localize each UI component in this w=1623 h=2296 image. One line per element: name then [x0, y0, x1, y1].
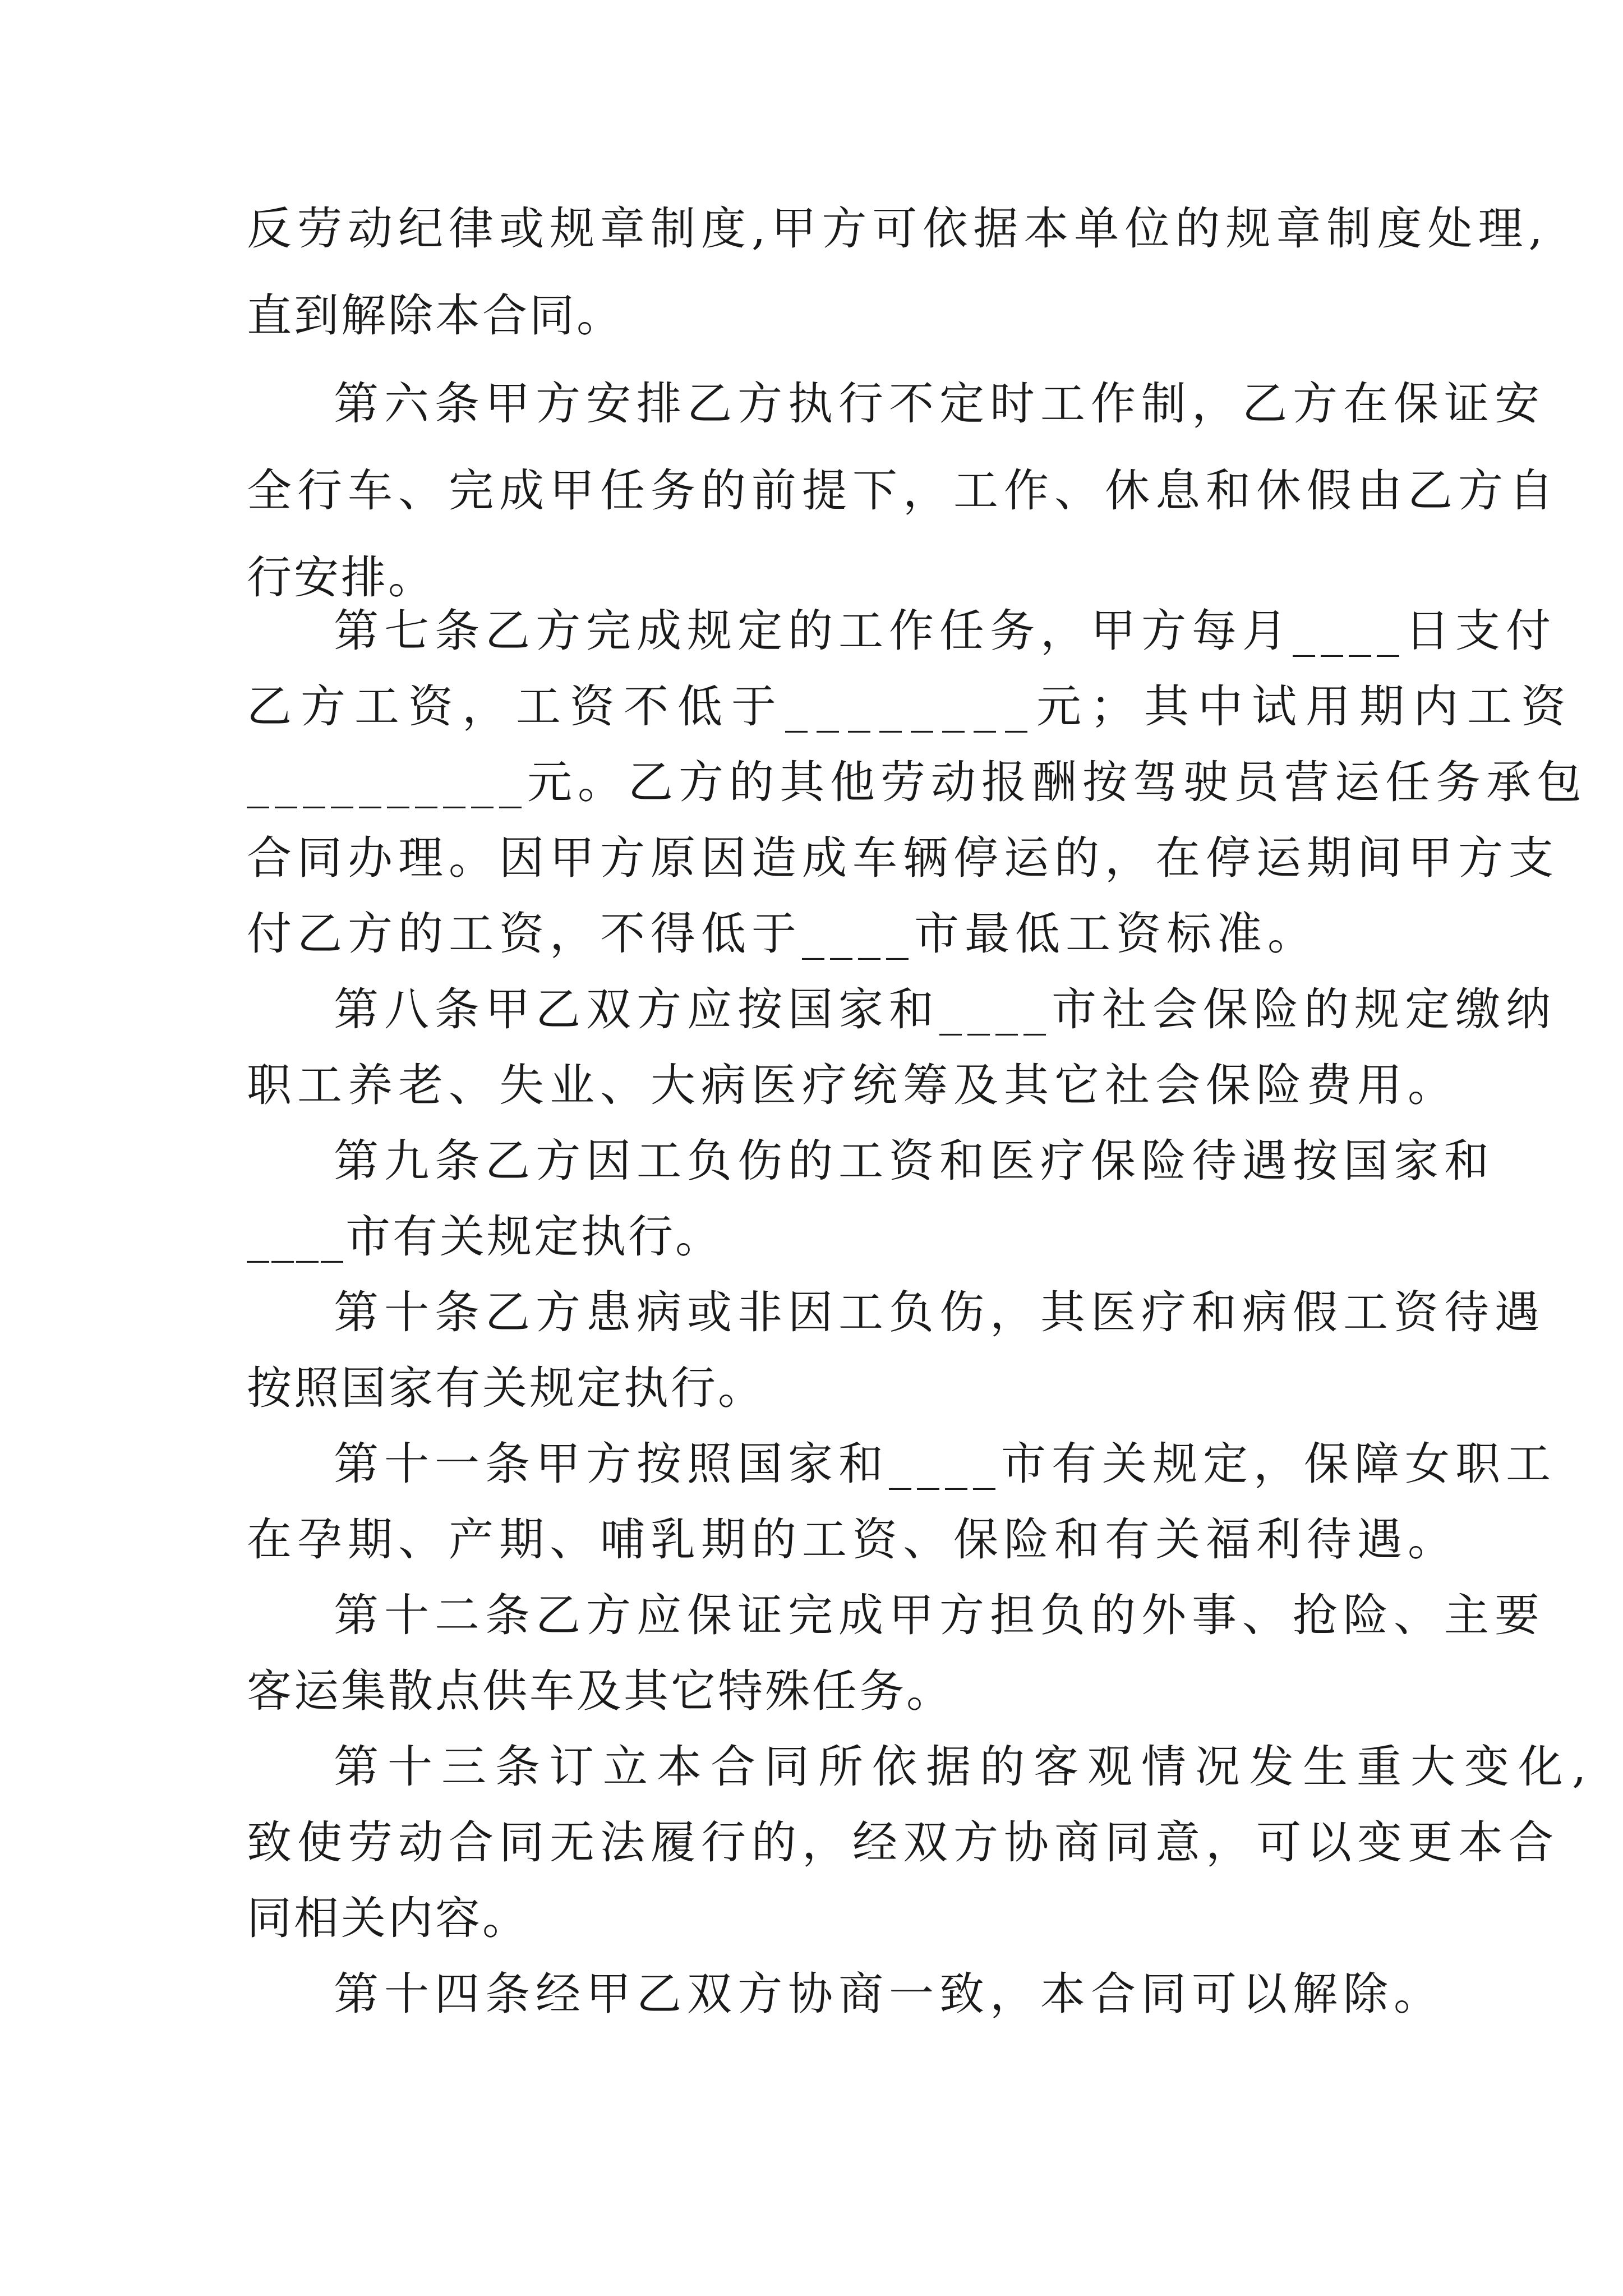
article-10-line-1: 第十条乙方患病或非因工负伤，其医疗和病假工资待遇 — [334, 1286, 1545, 1338]
article-7-line-5: 付乙方的工资，不得低于____市最低工资标准。 — [247, 908, 1318, 960]
article-11-line-1: 第十一条甲方按照国家和____市有关规定，保障女职工 — [334, 1438, 1556, 1490]
article-7-line-2: 乙方工资，工资不低于________元；其中试用期内工资 — [247, 680, 1575, 733]
article-9-line-1: 第九条乙方因工负伤的工资和医疗保险待遇按国家和 — [334, 1135, 1495, 1187]
article-13-line-3: 同相关内容。 — [247, 1892, 529, 1944]
article-13-line-2: 致使劳动合同无法履行的，经双方协商同意，可以变更本合 — [247, 1816, 1559, 1869]
article-9-line-2: ____市有关规定执行。 — [247, 1211, 722, 1263]
article-10-line-2: 按照国家有关规定执行。 — [247, 1362, 765, 1414]
article-14-line-1: 第十四条经甲乙双方协商一致，本合同可以解除。 — [334, 1968, 1444, 2020]
text-line-2: 直到解除本合同。 — [247, 289, 624, 342]
article-13-line-1: 第十三条订立本合同所依据的客观情况发生重大变化, — [334, 1741, 1596, 1793]
article-6-line-2: 全行车、完成甲任务的前提下，工作、休息和休假由乙方自 — [247, 464, 1559, 517]
article-6-line-1: 第六条甲方安排乙方执行不定时工作制，乙方在保证安 — [334, 378, 1545, 430]
article-12-line-1: 第十二条乙方应保证完成甲方担负的外事、抢险、主要 — [334, 1589, 1545, 1641]
article-8-line-1: 第八条甲乙双方应按国家和____市社会保险的规定缴纳 — [334, 983, 1556, 1036]
article-7-line-1: 第七条乙方完成规定的工作任务，甲方每月____日支付 — [334, 605, 1556, 657]
article-7-line-3: __________元。乙方的其他劳动报酬按驾驶员营运任务承包 — [247, 756, 1587, 808]
article-6-line-3: 行安排。 — [247, 551, 435, 604]
article-12-line-2: 客运集散点供车及其它特殊任务。 — [247, 1665, 953, 1717]
article-7-line-4: 合同办理。因甲方原因造成车辆停运的，在停运期间甲方支 — [247, 832, 1559, 884]
article-11-line-2: 在孕期、产期、哺乳期的工资、保险和有关福利待遇。 — [247, 1513, 1458, 1566]
article-8-line-2: 职工养老、失业、大病医疗统筹及其它社会保险费用。 — [247, 1059, 1458, 1111]
text-line-1: 反劳动纪律或规章制度,甲方可依据本单位的规章制度处理, — [247, 203, 1548, 255]
